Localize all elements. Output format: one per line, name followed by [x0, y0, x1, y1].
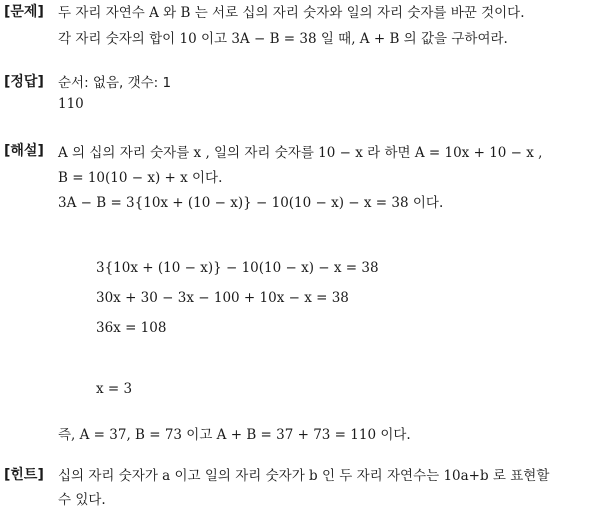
answer-value: 110	[58, 96, 84, 112]
equation-step-4: x = 3	[96, 381, 133, 397]
explanation-line-2: B = 10(10 − x) + x 이다.	[58, 170, 223, 186]
explanation-line-3: 3A − B = 3{10x + (10 − x)} − 10(10 − x) − x = 38 이다.	[58, 195, 444, 211]
hint-label: [힌트]	[4, 467, 44, 483]
explanation-line-1: A 의 십의 자리 숫자를 x , 일의 자리 숫자를 10 − x 라 하면 A = 10x + 10 − x ,	[58, 145, 543, 161]
problem-label: [문제]	[4, 4, 44, 20]
explanation-label: [해설]	[4, 143, 44, 159]
equation-step-2: 30x + 30 − 3x − 100 + 10x − x = 38	[96, 290, 349, 306]
equation-step-1: 3{10x + (10 − x)} − 10(10 − x) − x = 38	[96, 260, 379, 276]
equation-step-3: 36x = 108	[96, 320, 167, 336]
problem-text-line-2: 각 자리 숫자의 합이 10 이고 3A − B = 38 일 때, A + B 의 값을 구하여라.	[58, 31, 508, 47]
hint-line-1: 십의 자리 숫자가 a 이고 일의 자리 숫자가 b 인 두 자리 자연수는 10a+b 로 표현할	[58, 468, 550, 484]
problem-text-line-1: 두 자리 자연수 A 와 B 는 서로 십의 자리 숫자와 일의 자리 숫자를 바꾼 것이다.	[58, 5, 525, 21]
explanation-conclusion: 즉, A = 37, B = 73 이고 A + B = 37 + 73 = 110 이다.	[58, 427, 411, 443]
hint-line-2: 수 있다.	[58, 492, 106, 508]
answer-meta: 순서: 없음, 갯수: 1	[58, 75, 172, 91]
answer-label: [정답]	[4, 74, 44, 90]
